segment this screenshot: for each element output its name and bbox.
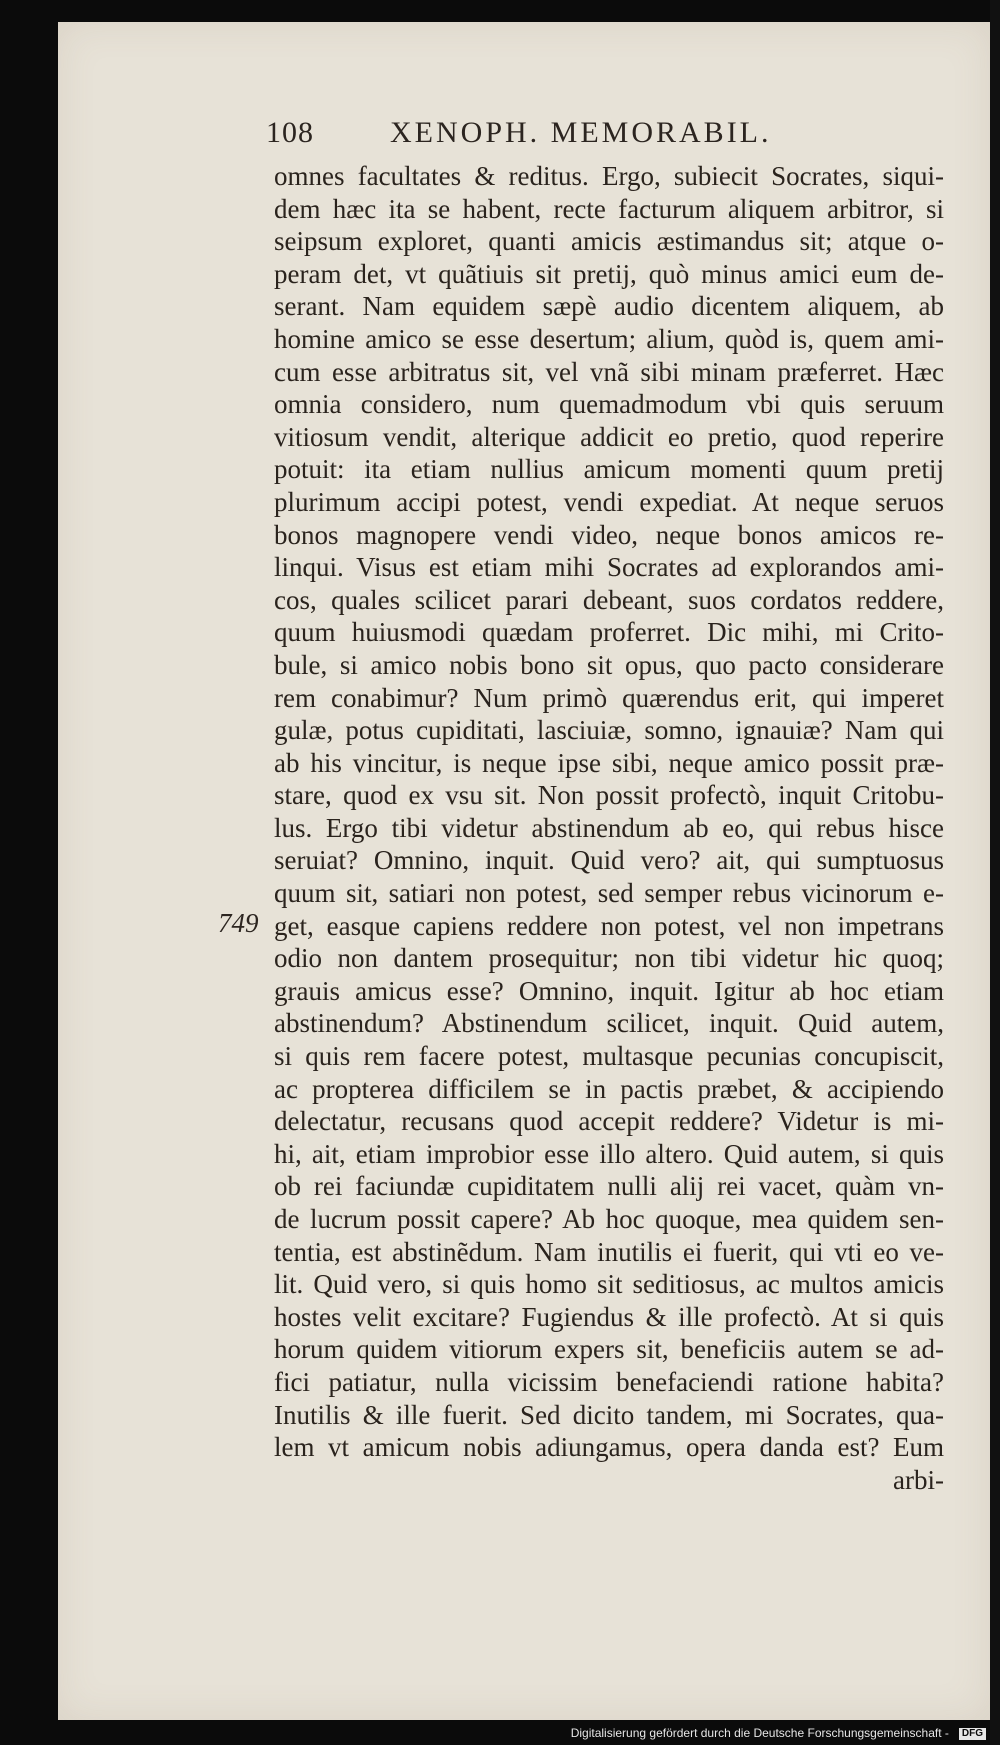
body-text xyxy=(274,160,944,1496)
text-line: Inutilis & ille fuerit. Sed dicito tandem, mi Socrates, qua- xyxy=(274,1399,944,1430)
text-line: get, easque capiens reddere non potest, vel non impetrans xyxy=(274,910,944,941)
text-line: plurimum accipi potest, vendi expediat. At neque seruos xyxy=(274,486,944,517)
text-line: si quis rem facere potest, multasque pecunias concupiscit, xyxy=(274,1041,944,1072)
text-line: omnia considero, num quemadmodum vbi quis seruum xyxy=(274,389,944,420)
text-line: peram det, vt quãtiuis sit pretij, quò minus amici eum de- xyxy=(274,258,944,289)
text-line: gulæ, potus cupiditati, lasciuiæ, somno, ignauiæ? Nam qui xyxy=(274,715,944,746)
margin-note: 749 xyxy=(218,908,259,938)
text-line: bule, si amico nobis bono sit opus, quo pacto considerare xyxy=(274,649,944,680)
text-line: lit. Quid vero, si quis homo sit seditiosus, ac multos amicis xyxy=(274,1269,944,1300)
text-line: potuit: ita etiam nullius amicum momenti quum pretij xyxy=(274,454,944,485)
dfg-logo: DFG xyxy=(959,1728,986,1740)
text-line: vitiosum vendit, alterique addicit eo pretio, quod reperire xyxy=(274,421,944,452)
text-line: tentia, est abstinẽdum. Nam inutilis ei fuerit, qui vti eo ve- xyxy=(274,1236,944,1267)
text-line: quum sit, satiari non potest, sed semper rebus vicinorum e- xyxy=(274,878,944,909)
text-line: ac propterea difficilem se in pactis præbet, & accipiendo xyxy=(274,1073,944,1104)
text-line: lus. Ergo tibi videtur abstinendum ab eo, qui rebus hisce xyxy=(274,812,944,843)
text-line: serant. Nam equidem sæpè audio dicentem aliquem, ab xyxy=(274,291,944,322)
text-line: bonos magnopere vendi video, neque bonos amicos re- xyxy=(274,519,944,550)
text-line: seipsum exploret, quanti amicis æstimandus sit; atque o- xyxy=(274,226,944,257)
text-line: omnes facultates & reditus. Ergo, subiecit Socrates, siqui- xyxy=(274,161,944,191)
text-line: stare, quod ex vsu sit. Non possit profectò, inquit Critobu- xyxy=(274,780,944,811)
text-line: abstinendum? Abstinendum scilicet, inquit. Quid autem, xyxy=(274,1008,944,1039)
text-line: homine amico se esse desertum; alium, quòd is, quem ami- xyxy=(274,323,944,354)
text-line: horum quidem vitiorum expers sit, beneficiis autem se ad- xyxy=(274,1334,944,1365)
text-line: ob rei faciundæ cupiditatem nulli alij rei vacet, quàm vn- xyxy=(274,1171,944,1202)
text-line: rem conabimur? Num primò quærendus erit, qui imperet xyxy=(274,682,944,713)
page-header xyxy=(266,116,846,160)
text-line: linqui. Visus est etiam mihi Socrates ad explorandos ami- xyxy=(274,552,944,583)
text-line: seruiat? Omnino, inquit. Quid vero? ait, qui sumptuosus xyxy=(274,845,944,876)
text-line: hi, ait, etiam improbior esse illo altero. Quid autem, si quis xyxy=(274,1138,944,1169)
text-line: ab his vincitur, is neque ipse sibi, neque amico possit præ- xyxy=(274,747,944,778)
text-line: odio non dantem prosequitur; non tibi videtur hic quoq; xyxy=(274,943,944,974)
text-line: dem hæc ita se habent, recte facturum aliquem arbitror, si xyxy=(274,193,944,224)
running-head: XENOPH. MEMORABIL. xyxy=(390,116,772,149)
page-number: 108 xyxy=(266,116,314,149)
scan-edge xyxy=(990,0,1000,1745)
text-line: arbi- xyxy=(893,1464,944,1495)
text-line: lem vt amicum nobis adiungamus, opera danda est? Eum xyxy=(274,1432,944,1463)
text-line: fici patiatur, nulla vicissim benefaciendi ratione habita? xyxy=(274,1366,944,1397)
text-line: delectatur, recusans quod accepit reddere? Videtur is mi- xyxy=(274,1106,944,1137)
text-line: grauis amicus esse? Omnino, inquit. Igitur ab hoc etiam xyxy=(274,975,944,1006)
text-line: cos, quales scilicet parari debeant, suos cordatos reddere, xyxy=(274,584,944,615)
digitization-footer xyxy=(0,1722,990,1745)
text-line: de lucrum possit capere? Ab hoc quoque, mea quidem sen- xyxy=(274,1204,944,1234)
text-line: cum esse arbitratus sit, vel vnã sibi minam præferret. Hæc xyxy=(274,356,944,387)
text-line: quum huiusmodi quædam proferret. Dic mihi, mi Crito- xyxy=(274,617,944,648)
text-line: hostes velit excitare? Fugiendus & ille profectò. At si quis xyxy=(274,1301,944,1332)
footer-credit: Digitalisierung gefördert durch die Deutsche Forschungsgemeinschaft - xyxy=(570,1726,949,1740)
